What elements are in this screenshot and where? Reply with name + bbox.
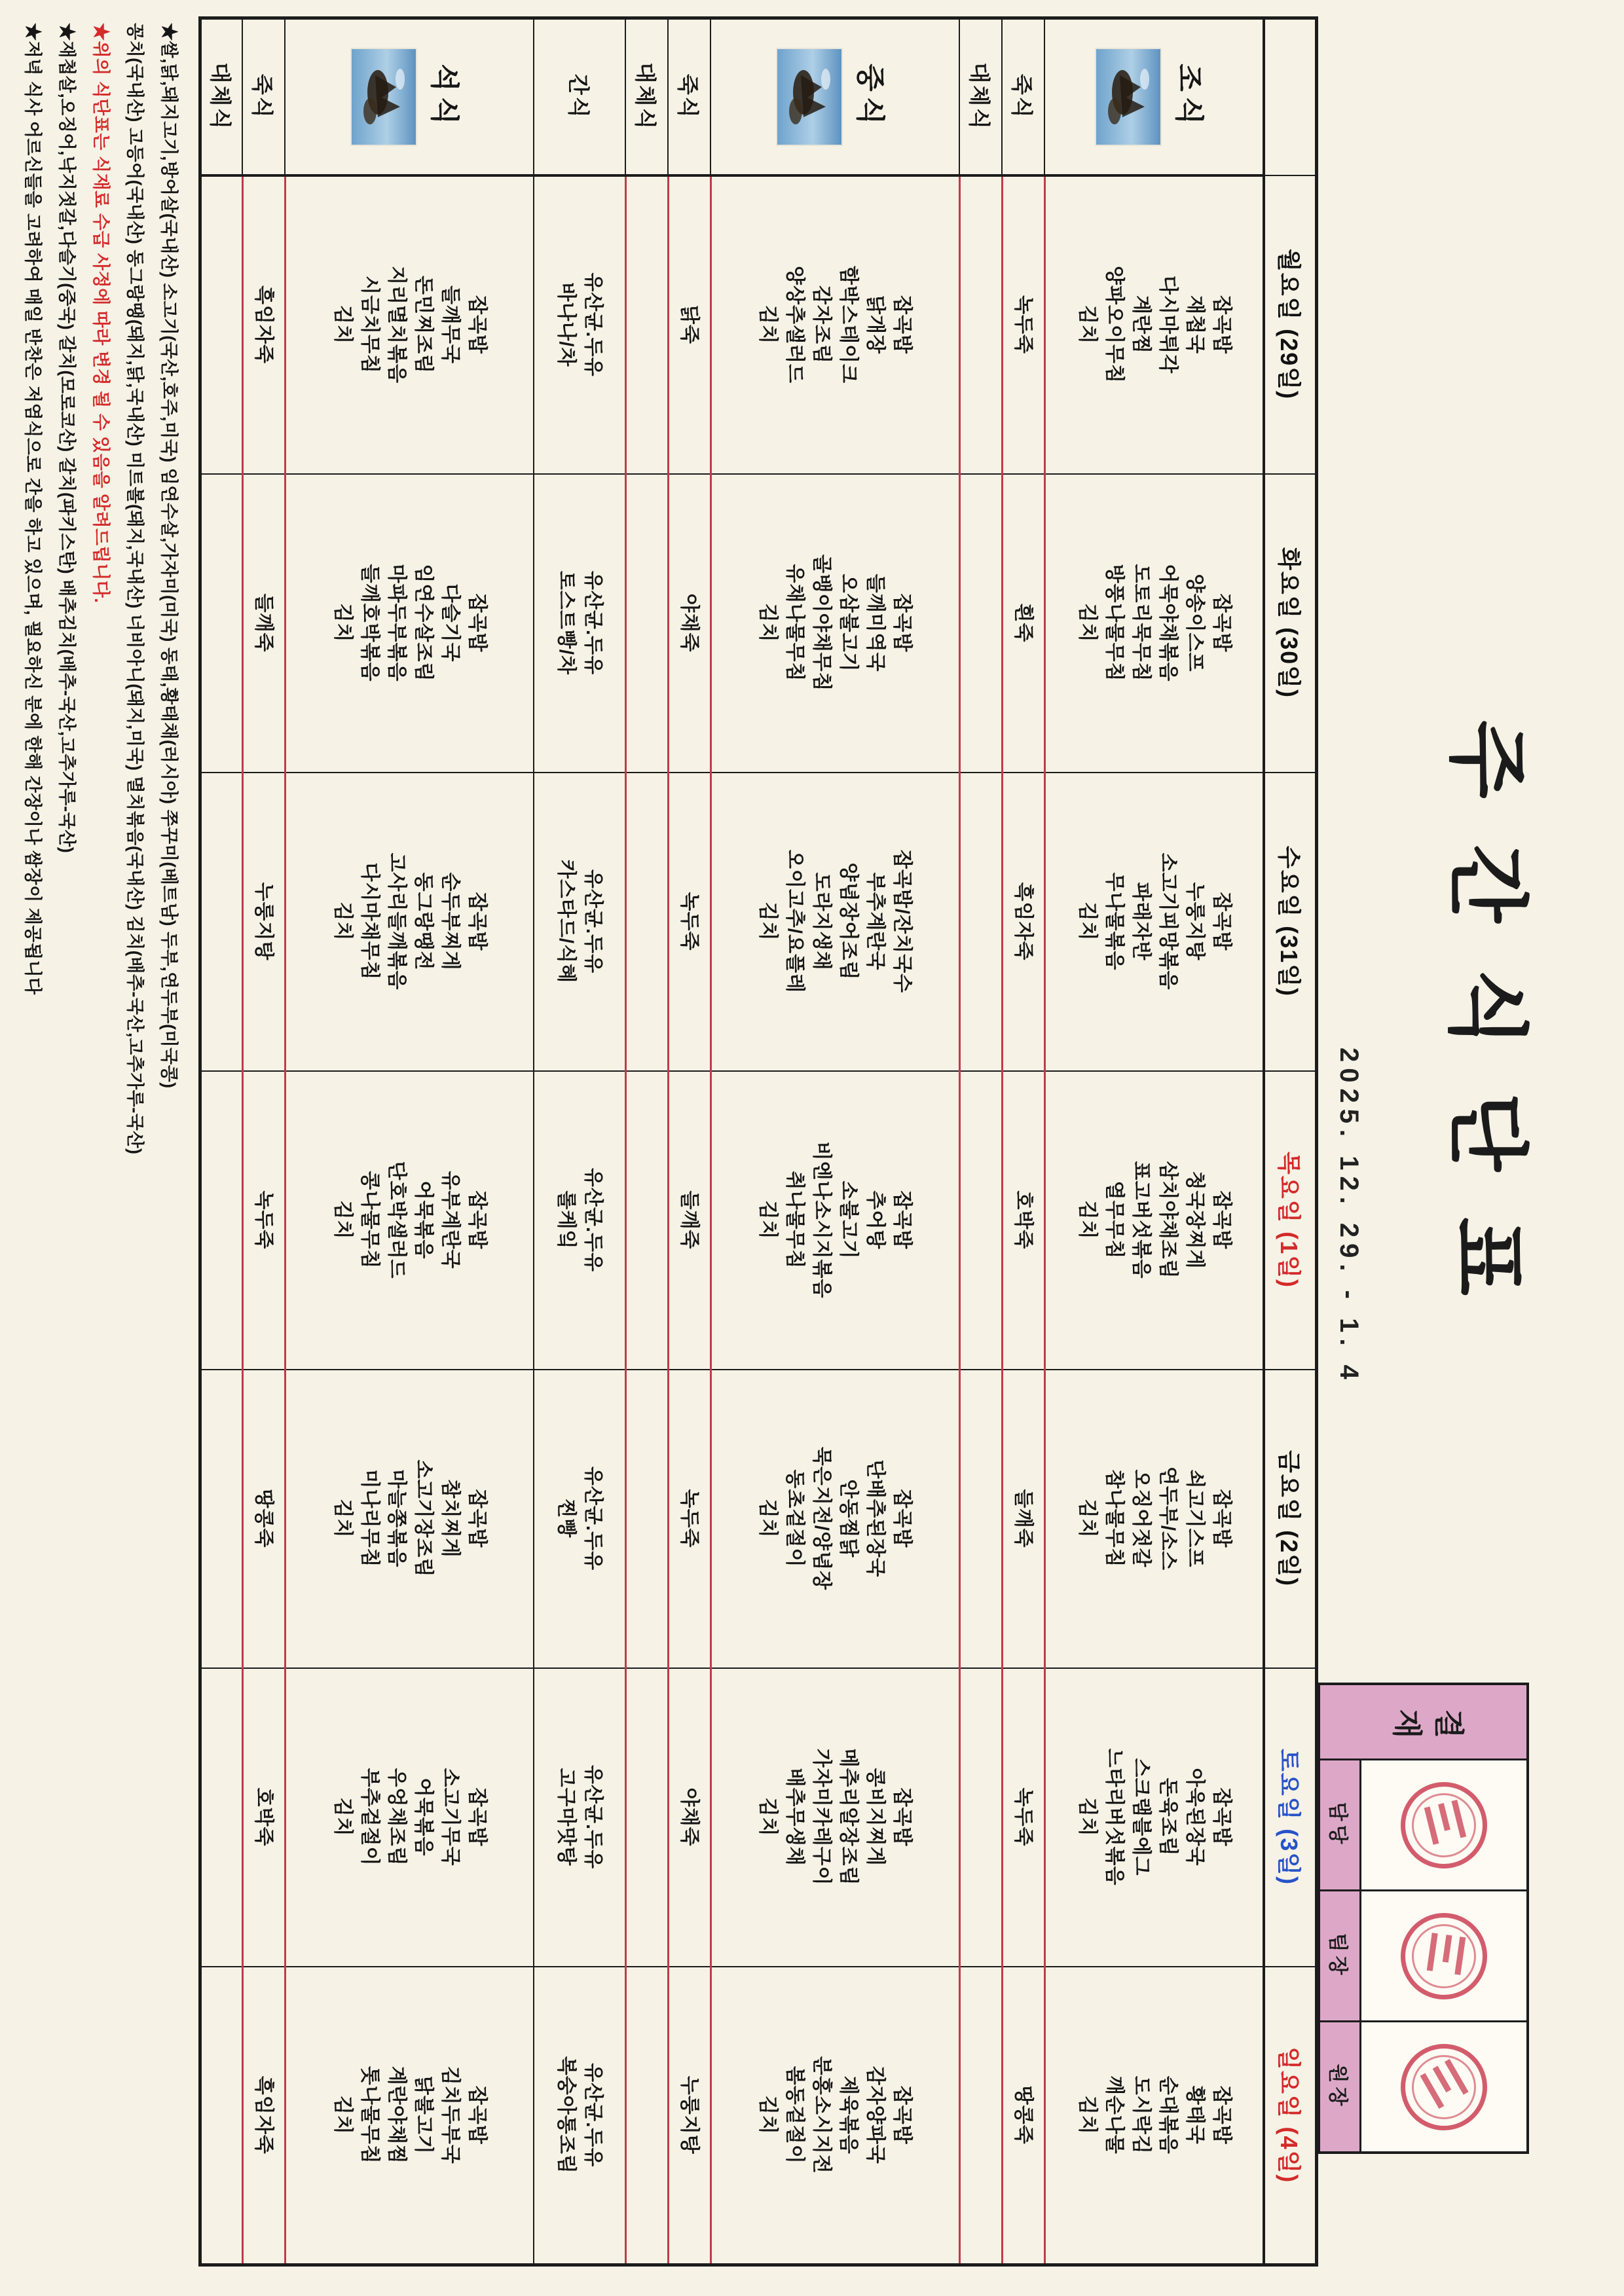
menu-item: 유산균.두유 [582, 2063, 604, 2168]
menu-cell-alt3-day1 [200, 474, 243, 773]
menu-item: 잡곡밥 [466, 1489, 488, 1548]
menu-item: 분홍소시지전 [811, 2056, 833, 2174]
menu-item: 파래자반 [1130, 882, 1152, 961]
menu-item: 감자조림 [811, 285, 833, 364]
menu-cell-porridge1-day1 [1003, 474, 1045, 773]
menu-item: 어묵볶음 [412, 1777, 434, 1857]
menu-cell-alt1-day0 [960, 175, 1003, 474]
menu-item: 롤케잌 [555, 1190, 578, 1250]
row-label-lunch [711, 18, 960, 175]
menu-cell-dinner-day0 [286, 175, 534, 474]
menu-item: 누룽지탕 [678, 2075, 701, 2155]
menu-item: 김치 [331, 603, 354, 643]
menu-item: 양파오이무침 [1103, 266, 1125, 384]
day-header-sat: 토요일 (3일) [1264, 1668, 1317, 1967]
menu-cell-lunch-day5 [711, 1668, 960, 1967]
date-range: 2025. 12. 29. - 1. 4 [1335, 1048, 1363, 1385]
meal-photo-icon [777, 48, 843, 146]
approval-stamp-icon [1395, 1907, 1492, 2005]
menu-cell-breakfast-day2 [1045, 773, 1264, 1071]
menu-item: 배추무생채 [784, 1768, 806, 1867]
row-label-text: 대체식 [967, 62, 992, 132]
menu-cell-alt3-day4 [200, 1370, 243, 1668]
menu-cell-porridge2-day3 [669, 1071, 711, 1370]
footnote-line: ★위의 식단표는 식재료 수급 사정에 따라 변경 될 수 있음을 알려드립니다. [91, 23, 111, 604]
menu-cell-snack-day3 [534, 1071, 626, 1370]
menu-item: 열무무침 [1103, 1180, 1125, 1260]
menu-item: 녹두죽 [1012, 1787, 1035, 1847]
menu-item: 도토리묵무침 [1130, 564, 1152, 682]
row-label-snack [534, 18, 626, 175]
approval-stamp-icon [1385, 2028, 1503, 2145]
menu-item: 취나물무침 [784, 1171, 806, 1269]
approval-col-timjang [1320, 1891, 1526, 2022]
menu-item: 유채나물무침 [784, 564, 806, 682]
approval-box [1318, 1683, 1529, 2154]
menu-item: 잡곡밥/잔치국수 [891, 849, 913, 994]
approval-role-timjang: 팀장 [1320, 1891, 1361, 2020]
menu-item: 잡곡밥 [1210, 1190, 1232, 1250]
menu-item: 닭개장 [864, 295, 887, 354]
menu-item: 소고기무국 [439, 1768, 461, 1867]
menu-item: 양송이스프 [1183, 574, 1206, 672]
footnote-line: ★재첩살,오징어,낙지젓갈,다슬기(중국) 갈치(모로코산) 갈치(파키스탄) 배추김치(배추-국산,고추가루-국산) [57, 23, 77, 854]
row-label-breakfast [1045, 18, 1264, 175]
approval-col-wonjang [1320, 2022, 1526, 2151]
menu-item: 단배추된장국 [864, 1459, 887, 1578]
day-header-row [1264, 18, 1317, 2265]
menu-row-alt2 [626, 18, 669, 2265]
menu-cell-porridge3-day5 [243, 1668, 286, 1967]
menu-cell-dinner-day4 [286, 1370, 534, 1668]
menu-cell-lunch-day3 [711, 1071, 960, 1370]
day-header-sun: 일요일 (4일) [1264, 1967, 1317, 2265]
menu-cell-snack-day5 [534, 1668, 626, 1967]
menu-cell-dinner-day5 [286, 1668, 534, 1967]
menu-item: 들깨미역국 [864, 574, 887, 672]
menu-row-alt3 [200, 18, 243, 2265]
menu-cell-lunch-day4 [711, 1370, 960, 1668]
menu-item: 잡곡밥 [1210, 295, 1232, 354]
menu-cell-dinner-day3 [286, 1071, 534, 1370]
menu-item: 닭죽 [678, 305, 701, 344]
menu-item: 호박죽 [1012, 1190, 1035, 1250]
menu-cell-alt1-day3 [960, 1071, 1003, 1370]
menu-item: 김치 [757, 1797, 779, 1837]
menu-item: 도라지생채 [811, 872, 833, 971]
menu-item: 추어탕 [864, 1190, 887, 1250]
approval-title: 결재 [1320, 1685, 1526, 1760]
menu-item: 재첩국 [1183, 295, 1206, 354]
day-header-fri: 금요일 (2일) [1264, 1370, 1317, 1668]
menu-item: 지리멸치볶음 [385, 266, 407, 384]
menu-cell-porridge2-day5 [669, 1668, 711, 1967]
row-label-porridge1 [1003, 18, 1045, 175]
menu-cell-alt1-day2 [960, 773, 1003, 1071]
row-label-alt2 [626, 18, 669, 175]
row-label-text: 죽식 [1010, 73, 1035, 120]
table-corner-cell [1264, 18, 1317, 175]
approval-stamp-cell [1361, 2022, 1526, 2151]
day-header-wed: 수요일 (31일) [1264, 773, 1317, 1071]
meal-photo-icon [1096, 48, 1162, 146]
approval-role-damdang: 담당 [1320, 1760, 1361, 1889]
menu-cell-breakfast-day6 [1045, 1967, 1264, 2265]
menu-cell-breakfast-day4 [1045, 1370, 1264, 1668]
menu-item: 김치 [757, 603, 779, 643]
menu-item: 들깨죽 [678, 1190, 701, 1250]
meal-photo-icon [351, 48, 418, 146]
menu-item: 가자미카레구이 [811, 1748, 833, 1886]
menu-item: 묵은지전/양념장 [811, 1446, 833, 1591]
menu-item: 녹두죽 [678, 1489, 701, 1548]
menu-cell-snack-day4 [534, 1370, 626, 1668]
menu-item: 쇠고기스프 [1183, 1469, 1206, 1568]
menu-item: 시금치무침 [358, 276, 380, 374]
footnote-line: 꽁치(국내산) 고등어(국내산) 동그랑땡(돼지,닭,국내산) 미트볼(돼지,국내산) 너비아니(돼지,미국) 멸치볶음(국내산) 김치(배추-국산,고추가루-국산) [125, 23, 145, 1155]
menu-item: 제육볶음 [838, 2075, 860, 2155]
menu-item: 참나물무침 [1103, 1469, 1125, 1568]
menu-item: 김치 [757, 902, 779, 941]
menu-item: 표고버섯볶음 [1130, 1161, 1152, 1279]
menu-item: 김치 [331, 1200, 354, 1240]
menu-row-porridge2 [669, 18, 711, 2265]
day-header-tue: 화요일 (30일) [1264, 474, 1317, 773]
menu-item: 잡곡밥 [891, 593, 913, 653]
menu-item: 유부계란국 [439, 1171, 461, 1269]
menu-cell-breakfast-day3 [1045, 1071, 1264, 1370]
menu-item: 마늘쫑볶음 [385, 1469, 407, 1568]
approval-role-wonjang: 원장 [1320, 2022, 1361, 2151]
menu-item: 참치찌게 [439, 1479, 461, 1558]
menu-cell-porridge3-day0 [243, 175, 286, 474]
menu-item: 소고기장조림 [412, 1459, 434, 1578]
approval-stamp-cell [1361, 1891, 1526, 2020]
menu-row-breakfast [1045, 18, 1264, 2265]
menu-item: 유산균.두유 [582, 272, 604, 377]
menu-cell-porridge3-day4 [243, 1370, 286, 1668]
menu-cell-alt3-day0 [200, 175, 243, 474]
menu-item: 비엔나소시지볶음 [811, 1141, 833, 1299]
menu-item: 들깨죽 [253, 593, 275, 653]
menu-item: 땅콩죽 [253, 1489, 275, 1548]
menu-item: 야채죽 [678, 1787, 701, 1847]
menu-cell-lunch-day6 [711, 1967, 960, 2265]
menu-item: 흑임자죽 [253, 285, 275, 364]
day-header-thu: 목요일 (1일) [1264, 1071, 1317, 1370]
menu-item: 김치 [331, 902, 354, 941]
menu-item: 부추겉절이 [358, 1768, 380, 1867]
menu-item: 무나물볶음 [1103, 872, 1125, 971]
menu-item: 바나나/차 [555, 282, 578, 367]
menu-item: 양념장어조림 [838, 862, 860, 981]
menu-cell-porridge1-day2 [1003, 773, 1045, 1071]
menu-row-porridge3 [243, 18, 286, 2265]
menu-item: 김치 [331, 1797, 354, 1837]
menu-cell-porridge2-day6 [669, 1967, 711, 2265]
menu-item: 김치 [757, 1200, 779, 1240]
menu-item: 유산균.두유 [582, 1167, 604, 1273]
menu-cell-alt2-day2 [626, 773, 669, 1071]
menu-item: 감자양파국 [864, 2066, 887, 2164]
row-label-porridge2 [669, 18, 711, 175]
menu-item: 다시마채무침 [358, 862, 380, 981]
weekly-menu-table [198, 16, 1318, 2267]
menu-item: 김치 [757, 1499, 779, 1539]
menu-cell-porridge2-day0 [669, 175, 711, 474]
menu-item: 잡곡밥 [891, 295, 913, 354]
menu-item: 흑임자죽 [1012, 882, 1035, 961]
row-label-text: 중식 [854, 64, 887, 130]
menu-item: 잡곡밥 [466, 2085, 488, 2145]
approval-stamp-cell [1361, 1760, 1526, 1889]
menu-item: 콩나물무침 [358, 1171, 380, 1269]
footnote-line: ★쌀,닭,돼지고기,방어살(국내산) 소고기(국산,호주,미국) 임연수살,가자미(미국) 동태,황태채(러시아) 쭈꾸미(베트남) 두부,연두부(미국콩) [159, 23, 179, 1089]
menu-cell-dinner-day6 [286, 1967, 534, 2265]
footnote-line: ★저녁 식사 어르신들을 고려하여 매일 반찬은 저염식으로 간을 하고 있으며, 필요하신 분에 한해 간장이나 쌈장이 제공됩니다 [23, 23, 43, 995]
approval-col-damdang [1320, 1760, 1526, 1891]
menu-cell-snack-day0 [534, 175, 626, 474]
page-title: 주간식단표 [1439, 720, 1534, 1341]
menu-item: 잡곡밥 [1210, 593, 1232, 653]
menu-item: 토스트빵/차 [555, 570, 578, 676]
menu-item: 잡곡밥 [466, 295, 488, 354]
menu-cell-alt2-day4 [626, 1370, 669, 1668]
menu-cell-alt2-day0 [626, 175, 669, 474]
menu-item: 유산균.두유 [582, 570, 604, 676]
menu-item: 유산균.두유 [582, 869, 604, 974]
approval-stamp-icon [1392, 1772, 1496, 1877]
menu-cell-alt2-day5 [626, 1668, 669, 1967]
menu-item: 김치 [757, 2095, 779, 2135]
menu-item: 순대볶음 [1156, 2075, 1179, 2155]
row-label-porridge3 [243, 18, 286, 175]
menu-item: 유산균.두유 [582, 1466, 604, 1571]
menu-item: 오이고추/요플레 [784, 849, 806, 994]
menu-item: 삼치야채조림 [1156, 1161, 1179, 1279]
menu-item: 봄동겉절이 [784, 2066, 806, 2164]
menu-cell-alt3-day5 [200, 1668, 243, 1967]
row-label-text: 죽식 [250, 73, 275, 120]
menu-cell-alt2-day6 [626, 1967, 669, 2265]
menu-item: 골뱅이야채무침 [811, 554, 833, 692]
menu-item: 잡곡밥 [1210, 1787, 1232, 1847]
menu-cell-porridge1-day0 [1003, 175, 1045, 474]
menu-item: 잡곡밥 [466, 1190, 488, 1250]
menu-item: 카스타드/식혜 [555, 859, 578, 984]
menu-item: 김치 [1076, 1200, 1098, 1240]
menu-item: 도시락김 [1130, 2075, 1152, 2155]
menu-item: 오징어젓갈 [1130, 1469, 1152, 1568]
menu-item: 닭불고기 [412, 2075, 434, 2155]
row-label-text: 간식 [566, 73, 591, 120]
menu-item: 미나리무침 [358, 1469, 380, 1568]
menu-item: 단호박샐러드 [385, 1161, 407, 1279]
row-label-text: 석식 [428, 64, 461, 130]
menu-item: 김치 [1076, 603, 1098, 643]
menu-item: 녹두죽 [678, 892, 701, 951]
menu-cell-snack-day1 [534, 474, 626, 773]
menu-cell-porridge1-day6 [1003, 1967, 1045, 2265]
menu-row-porridge1 [1003, 18, 1045, 2265]
menu-cell-breakfast-day5 [1045, 1668, 1264, 1967]
row-label-text: 대체식 [633, 62, 658, 132]
menu-item: 돈민찌조림 [412, 276, 434, 374]
menu-item: 잡곡밥 [891, 1489, 913, 1548]
menu-item: 녹두죽 [1012, 295, 1035, 354]
menu-item: 잡곡밥 [891, 1787, 913, 1847]
menu-item: 야채죽 [678, 593, 701, 653]
menu-cell-lunch-day1 [711, 474, 960, 773]
menu-row-lunch [711, 18, 960, 2265]
menu-item: 찐빵 [555, 1499, 578, 1539]
menu-item: 메추리알장조림 [838, 1748, 860, 1886]
row-label-alt1 [960, 18, 1003, 175]
menu-item: 들깨무국 [439, 285, 461, 364]
menu-item: 김치 [331, 2095, 354, 2135]
menu-item: 느타리버섯볶음 [1103, 1748, 1125, 1886]
menu-item: 어묵야채볶음 [1156, 564, 1179, 682]
menu-item: 흰죽 [1012, 603, 1035, 643]
menu-item: 스크램블에그 [1130, 1758, 1152, 1876]
menu-item: 들깨죽 [1012, 1489, 1035, 1548]
menu-cell-lunch-day2 [711, 773, 960, 1071]
menu-item: 잡곡밥 [1210, 1489, 1232, 1548]
menu-cell-dinner-day2 [286, 773, 534, 1071]
row-label-text: 죽식 [676, 73, 701, 120]
menu-item: 녹두죽 [253, 1190, 275, 1250]
menu-item: 들깨호박볶음 [358, 564, 380, 682]
menu-cell-porridge3-day2 [243, 773, 286, 1071]
menu-item: 소불고기 [838, 1180, 860, 1260]
menu-cell-lunch-day0 [711, 175, 960, 474]
menu-item: 깨순나물 [1103, 2075, 1125, 2155]
menu-item: 계란야채찜 [385, 2066, 407, 2164]
menu-item: 돈육조림 [1156, 1777, 1179, 1857]
menu-item: 황태국 [1183, 2085, 1206, 2145]
menu-item: 소고기피망볶음 [1156, 852, 1179, 991]
menu-row-dinner [286, 18, 534, 2265]
menu-cell-porridge3-day1 [243, 474, 286, 773]
menu-cell-porridge3-day6 [243, 1967, 286, 2265]
row-label-text: 대체식 [208, 62, 233, 132]
menu-item: 동초겉절이 [784, 1469, 806, 1568]
menu-item: 양상추샐러드 [784, 266, 806, 384]
menu-item: 흑임자죽 [253, 2075, 275, 2155]
menu-item: 호박죽 [253, 1787, 275, 1847]
menu-item: 김치 [331, 305, 354, 344]
menu-item: 톳나물무침 [358, 2066, 380, 2164]
menu-cell-alt1-day4 [960, 1370, 1003, 1668]
menu-cell-porridge3-day3 [243, 1071, 286, 1370]
menu-cell-breakfast-day0 [1045, 175, 1264, 474]
menu-cell-alt1-day1 [960, 474, 1003, 773]
menu-item: 김치 [331, 1499, 354, 1539]
menu-cell-porridge2-day2 [669, 773, 711, 1071]
menu-item: 청국장찌게 [1183, 1171, 1206, 1269]
menu-item: 땅콩죽 [1012, 2085, 1035, 2145]
row-label-alt3 [200, 18, 243, 175]
menu-item: 잡곡밥 [466, 593, 488, 653]
menu-cell-snack-day2 [534, 773, 626, 1071]
menu-item: 복숭아통조림 [555, 2056, 578, 2174]
menu-cell-porridge1-day5 [1003, 1668, 1045, 1967]
menu-item: 김치 [1076, 902, 1098, 941]
menu-item: 임연수살조림 [412, 564, 434, 682]
menu-cell-alt3-day2 [200, 773, 243, 1071]
menu-item: 김치 [1076, 2095, 1098, 2135]
menu-item: 김치 [757, 305, 779, 344]
menu-item: 마파두부볶음 [385, 564, 407, 682]
menu-item: 잡곡밥 [1210, 892, 1232, 951]
menu-item: 계란찜 [1130, 295, 1152, 354]
row-label-dinner [286, 18, 534, 175]
menu-row-snack [534, 18, 626, 2265]
menu-item: 부추계란국 [864, 872, 887, 971]
menu-cell-porridge1-day4 [1003, 1370, 1045, 1668]
menu-item: 김치 [1076, 1499, 1098, 1539]
menu-cell-alt1-day5 [960, 1668, 1003, 1967]
menu-item: 고구마맛탕 [555, 1768, 578, 1867]
footnotes [16, 23, 186, 1319]
menu-item: 잡곡밥 [891, 2085, 913, 2145]
menu-cell-porridge2-day1 [669, 474, 711, 773]
menu-cell-porridge2-day4 [669, 1370, 711, 1668]
day-header-mon: 월요일 (29일) [1264, 175, 1317, 474]
menu-item: 동그랑땡전 [412, 872, 434, 971]
row-label-text: 조식 [1173, 64, 1206, 130]
menu-item: 김치 [1076, 305, 1098, 344]
menu-cell-breakfast-day1 [1045, 474, 1264, 773]
menu-item: 잡곡밥 [1210, 2085, 1232, 2145]
menu-item: 유산균.두유 [582, 1764, 604, 1870]
menu-item: 다시마튀각 [1156, 276, 1179, 374]
menu-cell-alt2-day3 [626, 1071, 669, 1370]
menu-cell-dinner-day1 [286, 474, 534, 773]
menu-item: 아욱된장국 [1183, 1768, 1206, 1867]
menu-item: 다슬기국 [439, 583, 461, 663]
menu-cell-snack-day6 [534, 1967, 626, 2265]
menu-item: 함박스테이크 [838, 266, 860, 384]
menu-row-alt1 [960, 18, 1003, 2265]
menu-item: 어묵볶음 [412, 1180, 434, 1260]
menu-item: 누룽지탕 [1183, 882, 1206, 961]
menu-item: 연두부/소스 [1156, 1466, 1179, 1571]
menu-item: 안동찜닭 [838, 1479, 860, 1558]
menu-item: 고사리들깨볶음 [385, 852, 407, 991]
menu-item: 김치 [1076, 1797, 1098, 1837]
menu-cell-alt1-day6 [960, 1967, 1003, 2265]
menu-item: 잡곡밥 [466, 892, 488, 951]
menu-item: 누룽지탕 [253, 882, 275, 961]
menu-item: 방풍나물무침 [1103, 564, 1125, 682]
menu-item: 김치두부국 [439, 2066, 461, 2164]
menu-item: 우엉채조림 [385, 1768, 407, 1867]
menu-item: 순두부찌게 [439, 872, 461, 971]
menu-item: 콩비지찌게 [864, 1768, 887, 1867]
menu-cell-alt3-day6 [200, 1967, 243, 2265]
menu-cell-alt3-day3 [200, 1071, 243, 1370]
menu-item: 오삼불고기 [838, 574, 860, 672]
menu-cell-porridge1-day3 [1003, 1071, 1045, 1370]
menu-item: 잡곡밥 [466, 1787, 488, 1847]
menu-item: 잡곡밥 [891, 1190, 913, 1250]
menu-cell-alt2-day1 [626, 474, 669, 773]
